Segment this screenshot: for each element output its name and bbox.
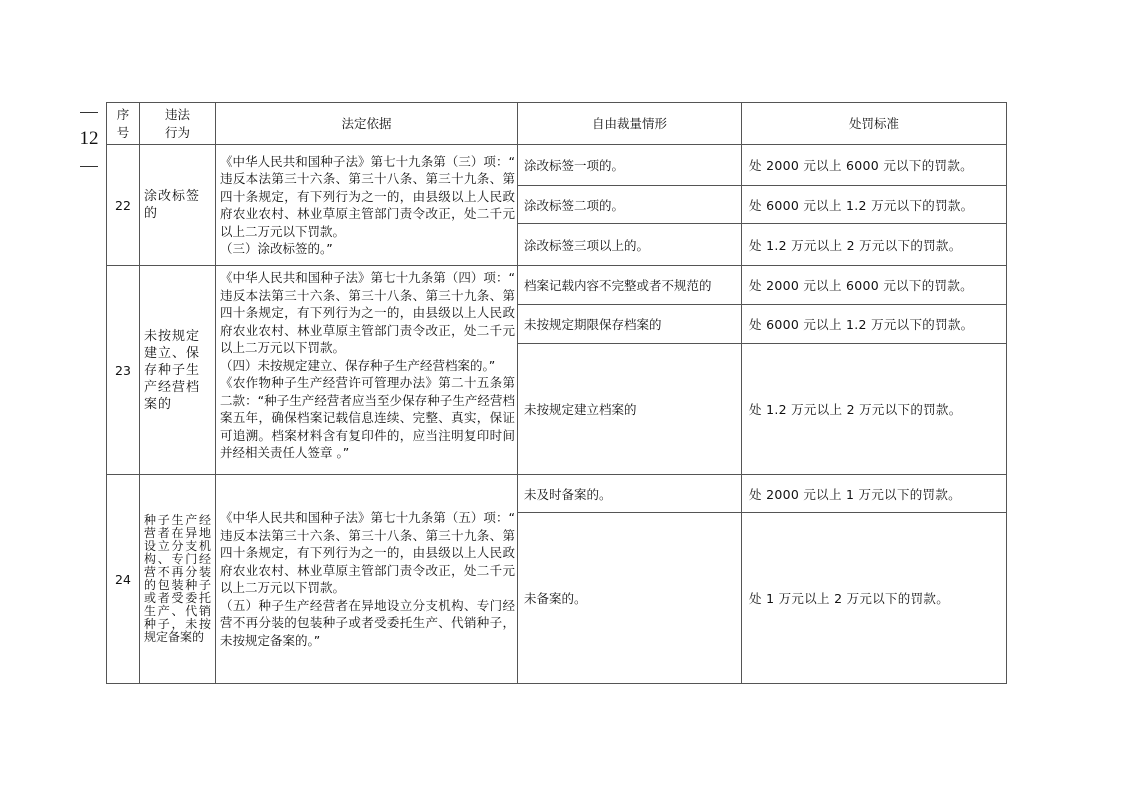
penalty-standards-table	[106, 102, 1007, 684]
legal-basis-paragraph: （三）涂改标签的。”	[220, 241, 333, 256]
violation-text: 未按规定建立、保存种子生产经营档案的	[140, 266, 216, 475]
discretion-situation: 未按规定建立档案的	[518, 344, 742, 475]
legal-basis-paragraph: （五）种子生产经营者在异地设立分支机构、专门经营不再分装的包装种子或者受委托生产、代销种子，未按规定备案的。”	[220, 597, 515, 648]
violation-text: 种子生产经营者在异地设立分支机构、专门经营不再分装的包装种子或者受委托生产、代销种子，未按规定备案的	[140, 475, 216, 684]
discretion-situation: 涂改标签三项以上的。	[518, 224, 742, 266]
table-row	[107, 475, 1007, 513]
penalty-standard: 处 6000 元以上 1.2 万元以下的罚款。	[742, 305, 1007, 344]
page-number: 12	[79, 128, 99, 149]
penalty-standard: 处 1.2 万元以上 2 万元以下的罚款。	[742, 344, 1007, 475]
penalty-standard: 处 6000 元以上 1.2 万元以下的罚款。	[742, 186, 1007, 224]
serial-number: 23	[107, 266, 140, 475]
page-number-dash-top	[80, 112, 98, 113]
penalty-standard: 处 1.2 万元以上 2 万元以下的罚款。	[742, 224, 1007, 266]
page-number-marker	[78, 106, 100, 172]
legal-basis-paragraph: （四）未按规定建立、保存种子生产经营档案的。”	[220, 357, 496, 373]
header-violation: 违法行为	[140, 103, 216, 145]
header-serial-number: 序号	[107, 103, 140, 145]
penalty-standard: 处 2000 元以上 1 万元以下的罚款。	[742, 475, 1007, 513]
discretion-situation: 涂改标签一项的。	[518, 145, 742, 186]
page-number-dash-bottom	[80, 166, 98, 167]
table-header-row	[107, 103, 1007, 145]
discretion-situation: 未及时备案的。	[518, 475, 742, 513]
legal-basis-text	[216, 145, 518, 266]
discretion-situation: 档案记载内容不完整或者不规范的	[518, 266, 742, 305]
discretion-situation: 未按规定期限保存档案的	[518, 305, 742, 344]
header-legal-basis: 法定依据	[216, 103, 518, 145]
header-penalty-standard: 处罚标准	[742, 103, 1007, 145]
legal-basis-paragraph: 《中华人民共和国种子法》第七十九条第（三）项：“ 违反本法第三十六条、第三十八条、第三十九条、第四十条规定，有下列行为之一的，由县级以上人民政府农业农村、林业草原主管部门责令改正，处二千元以上二万元以下罚款。	[220, 153, 515, 239]
table-row	[107, 266, 1007, 305]
serial-number: 22	[107, 145, 140, 266]
legal-basis-text	[216, 266, 518, 475]
legal-basis-text	[216, 475, 518, 684]
legal-basis-paragraph: 《中华人民共和国种子法》第七十九条第（五）项：“ 违反本法第三十六条、第三十八条、第三十九条、第四十条规定，有下列行为之一的，由县级以上人民政府农业农村、林业草原主管部门责令改正，处二千元以上二万元以下罚款。	[220, 510, 515, 595]
discretion-situation: 未备案的。	[518, 513, 742, 684]
penalty-standard: 处 2000 元以上 6000 元以下的罚款。	[742, 145, 1007, 186]
header-discretion-situation: 自由裁量情形	[518, 103, 742, 145]
violation-text: 涂改标签的	[140, 145, 216, 266]
legal-basis-paragraph: 《农作物种子生产经营许可管理办法》第二十五条第二款：“种子生产经营者应当至少保存种子生产经营档案五年，确保档案记载信息连续、完整、真实，保证可追溯。档案材料含有复印件的，应当注明复印时间并经相关责任人签章 。”	[220, 375, 515, 460]
table-row	[107, 145, 1007, 186]
penalty-standard: 处 1 万元以上 2 万元以下的罚款。	[742, 513, 1007, 684]
legal-basis-paragraph: 《中华人民共和国种子法》第七十九条第（四）项：“ 违反本法第三十六条、第三十八条、第三十九条、第四十条规定，有下列行为之一的，由县级以上人民政府农业农村、林业草原主管部门责令改正，处二千元以上二万元以下罚款。	[220, 270, 515, 355]
serial-number: 24	[107, 475, 140, 684]
penalty-standard: 处 2000 元以上 6000 元以下的罚款。	[742, 266, 1007, 305]
discretion-situation: 涂改标签二项的。	[518, 186, 742, 224]
